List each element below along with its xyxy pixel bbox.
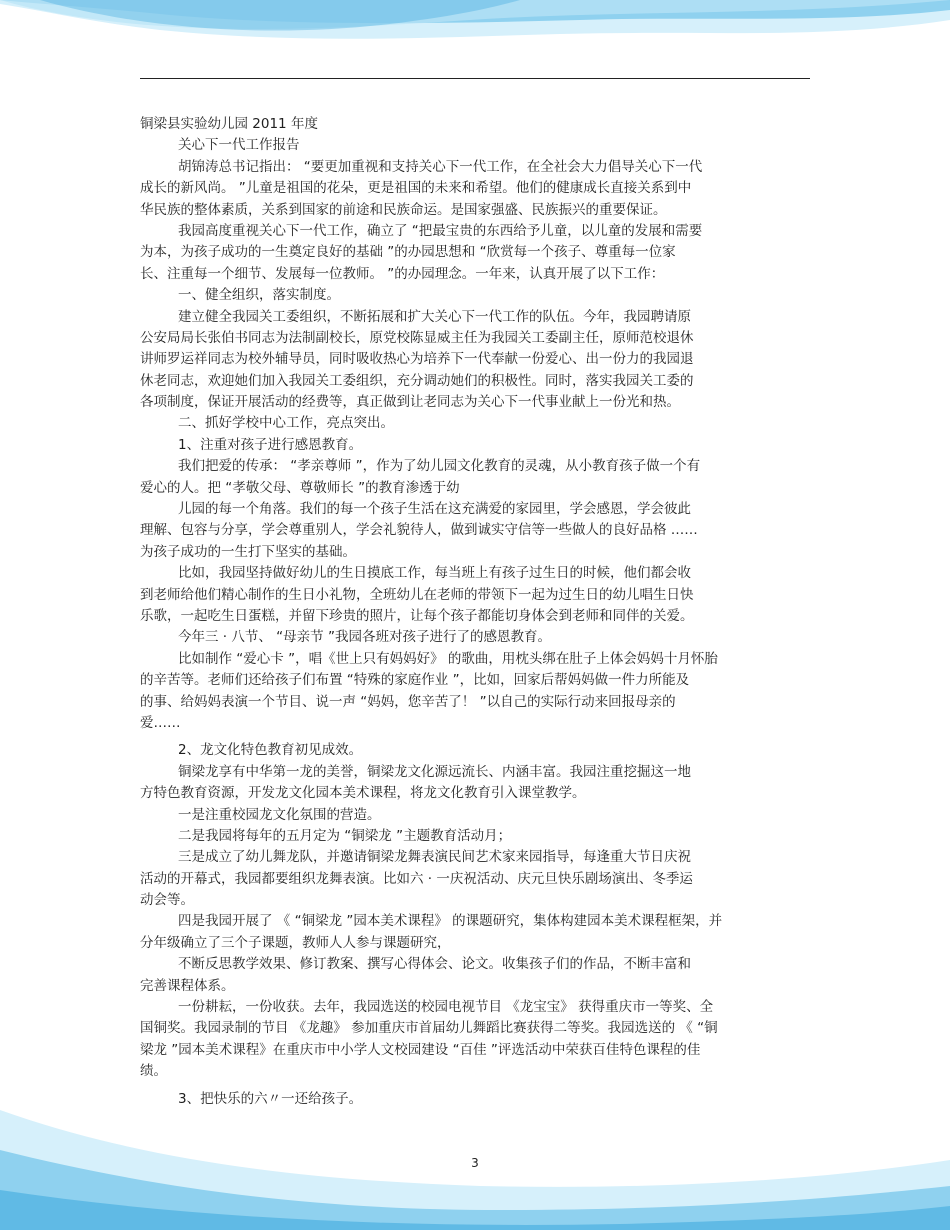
text-line: 二是我园将每年的五月定为 “铜梁龙 ”主题教育活动月； (178, 827, 512, 844)
text-line: 一份耕耘，一份收获。去年，我园选送的校园电视节目 《龙宝宝》 获得重庆市一等奖、全 (178, 999, 714, 1016)
text-line: 今年三 · 八节、 “母亲节 ”我园各班对孩子进行了的感恩教育。 (178, 629, 551, 646)
text-line: 梁龙 ”园本美术课程》在重庆市中小学人文校园建设 “百佳 ”评选活动中荣获百佳特色课程的佳 (140, 1041, 701, 1058)
report-body (140, 114, 810, 1110)
text-line: 爱心的人。把 “孝敬父母、尊敬师长 ”的教育渗透于幼 (140, 479, 460, 496)
text-line: 华民族的整体素质，关系到国家的前途和民族命运。是国家强盛、民族振兴的重要保证。 (140, 201, 667, 218)
text-line: 绩。 (140, 1063, 167, 1080)
text-line: 分年级确立了三个子课题，教师人人参与课题研究， (140, 934, 451, 951)
text-line: 成长的新风尚。 ”儿童是祖国的花朵，更是祖国的未来和希望。他们的健康成长直接关系到中 (140, 180, 692, 197)
header-rule (140, 78, 810, 79)
text-line: 2、龙文化特色教育初见成效。 (178, 742, 363, 759)
text-line: 四是我园开展了 《 “铜梁龙 ”园本美术课程》 的课题研究，集体构建园本美术课程框架，并 (178, 913, 723, 930)
text-line: 的辛苦等。老师们还给孩子们布置 “特殊的家庭作业 ”，比如，回家后帮妈妈做一件力所能及 (140, 672, 690, 689)
text-line: 完善课程体系。 (140, 977, 235, 994)
text-line: 我园高度重视关心下一代工作，确立了 “把最宝贵的东西给予儿童，以儿童的发展和需要 (178, 222, 703, 239)
text-line: 3、把快乐的六〃一还给孩子。 (178, 1090, 363, 1107)
text-line: 到老师给他们精心制作的生日小礼物，全班幼儿在老师的带领下一起为过生日的幼儿唱生日快 (140, 586, 694, 603)
top-wave-decoration (0, 0, 950, 80)
text-line: 1、注重对孩子进行感恩教育。 (178, 436, 363, 453)
text-line: 铜梁龙享有中华第一龙的美誉，铜梁龙文化源远流长、内涵丰富。我园注重挖掘这一地 (178, 763, 691, 780)
text-line: 比如制作 “爱心卡 ”，唱《世上只有妈妈好》 的歌曲，用枕头绑在肚子上体会妈妈十月怀胎 (178, 650, 718, 667)
text-line: 爱…… (140, 714, 181, 731)
page-number: 3 (471, 1156, 479, 1170)
text-line: 胡锦涛总书记指出： “要更加重视和支持关心下一代工作，在全社会大力倡导关心下一代 (178, 158, 703, 175)
text-line: 一、健全组织，落实制度。 (178, 287, 340, 304)
report-subtitle: 关心下一代工作报告 (178, 137, 300, 154)
text-line: 动会等。 (140, 892, 194, 909)
text-line: 方特色教育资源，开发龙文化园本美术课程，将龙文化教育引入课堂教学。 (140, 785, 586, 802)
text-line: 建立健全我园关工委组织，不断拓展和扩大关心下一代工作的队伍。今年，我园聘请原 (178, 308, 691, 325)
text-line: 三是成立了幼儿舞龙队，并邀请铜梁龙舞表演民间艺术家来园指导，每逢重大节日庆祝 (178, 849, 691, 866)
text-line: 儿园的每一个角落。我们的每一个孩子生活在这充满爱的家园里，学会感恩，学会彼此 (178, 501, 691, 518)
text-line: 休老同志，欢迎她们加入我园关工委组织，充分调动她们的积极性。同时，落实我园关工委的 (140, 372, 694, 389)
text-line: 讲师罗运祥同志为校外辅导员，同时吸收热心为培养下一代奉献一份爱心、出一份力的我园退 (140, 351, 694, 368)
text-line: 各项制度，保证开展活动的经费等，真正做到让老同志为关心下一代事业献上一份光和热。 (140, 394, 680, 411)
text-line: 为本，为孩子成功的一生奠定良好的基础 ”的办园思想和 “欣赏每一个孩子、尊重每一位家 (140, 244, 676, 261)
text-line: 公安局局长张伯书同志为法制副校长，原党校陈显威主任为我园关工委副主任，原师范校退休 (140, 329, 694, 346)
text-line: 活动的开幕式，我园都要组织龙舞表演。比如六 · 一庆祝活动、庆元旦快乐剧场演出、冬季运 (140, 870, 693, 887)
text-line: 长、注重每一个细节、发展每一位教师。 ”的办园理念。一年来，认真开展了以下工作： (140, 265, 665, 282)
text-line: 一是注重校园龙文化氛围的营造。 (178, 806, 381, 823)
text-line: 不断反思教学效果、修订教案、撰写心得体会、论文。收集孩子们的作品，不断丰富和 (178, 956, 691, 973)
text-line: 理解、包容与分享，学会尊重别人，学会礼貌待人，做到诚实守信等一些做人的良好品格 …… (140, 522, 698, 539)
text-line: 的事、给妈妈表演一个节目、说一声 “妈妈，您辛苦了！ ”以自己的实际行动来回报母亲的 (140, 693, 676, 710)
text-line: 二、抓好学校中心工作，亮点突出。 (178, 415, 394, 432)
text-line: 比如，我园坚持做好幼儿的生日摸底工作，每当班上有孩子过生日的时候，他们都会收 (178, 565, 691, 582)
text-line: 为孩子成功的一生打下坚实的基础。 (140, 543, 356, 560)
text-line: 乐歌，一起吃生日蛋糕，并留下珍贵的照片，让每个孩子都能切身体会到老师和同伴的关爱。 (140, 607, 694, 624)
text-line: 我们把爱的传承： “孝亲尊师 ”，作为了幼儿园文化教育的灵魂，从小教育孩子做一个有 (178, 458, 701, 475)
text-line: 国铜奖。我园录制的节目 《龙趣》 参加重庆市首届幼儿舞蹈比赛获得二等奖。我园选送的 《 “铜 (140, 1020, 718, 1037)
report-title: 铜梁县实验幼儿园 2011 年度 (140, 116, 318, 132)
